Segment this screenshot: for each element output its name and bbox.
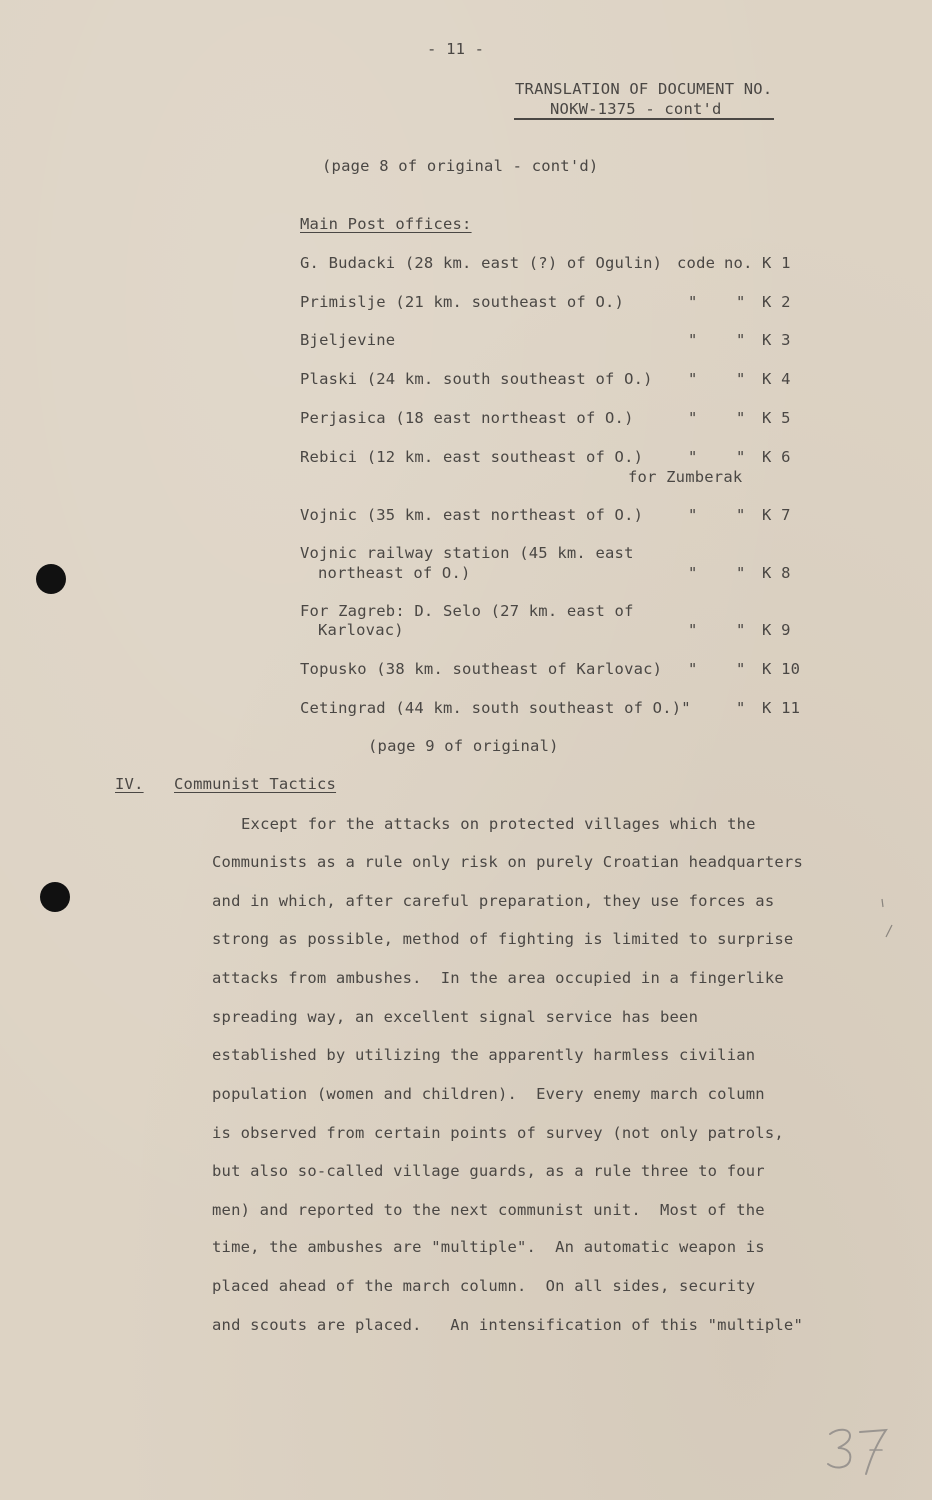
body-line: and in which, after careful preparation, they use forces as: [212, 892, 775, 910]
body-line: placed ahead of the march column. On all sides, security: [212, 1277, 756, 1295]
page-note-mid: (page 9 of original): [368, 737, 559, 755]
post-office-code: K 6: [762, 448, 791, 466]
post-office-ditto: code: [677, 254, 716, 272]
post-office-place: Perjasica (18 east northeast of O.): [300, 409, 634, 427]
post-office-code: K 7: [762, 506, 791, 524]
body-line: men) and reported to the next communist unit. Most of the: [212, 1201, 765, 1219]
header-line-1: TRANSLATION OF DOCUMENT NO.: [515, 80, 773, 98]
post-office-place-cont: northeast of O.): [318, 564, 471, 582]
post-office-ditto: ": [736, 370, 746, 388]
body-line: but also so-called village guards, as a rule three to four: [212, 1162, 765, 1180]
body-line: Except for the attacks on protected villages which the: [241, 815, 756, 833]
body-line: attacks from ambushes. In the area occupied in a fingerlike: [212, 969, 784, 987]
post-office-place: Primislje (21 km. southeast of O.): [300, 293, 625, 311]
body-line: Communists as a rule only risk on purely Croatian headquarters: [212, 853, 803, 871]
post-office-place: Rebici (12 km. east southeast of O.): [300, 448, 644, 466]
margin-mark: [878, 895, 898, 945]
page-number: - 11 -: [427, 40, 485, 58]
post-office-ditto: ": [688, 331, 698, 349]
post-office-ditto: ": [688, 409, 698, 427]
post-office-place: Vojnic (35 km. east northeast of O.): [300, 506, 644, 524]
post-office-ditto: ": [688, 370, 698, 388]
post-office-place: Vojnic railway station (45 km. east: [300, 544, 634, 562]
punch-hole-bottom: [40, 882, 70, 912]
post-office-place: For Zagreb: D. Selo (27 km. east of: [300, 602, 634, 620]
post-office-ditto: ": [688, 621, 698, 639]
post-office-note: for Zumberak: [628, 468, 743, 486]
post-office-ditto: ": [688, 506, 698, 524]
post-office-ditto: ": [736, 660, 746, 678]
post-office-place: Cetingrad (44 km. south southeast of O.)": [300, 699, 691, 717]
post-office-code: K 10: [762, 660, 801, 678]
page-note-top: (page 8 of original - cont'd): [322, 157, 599, 175]
post-office-ditto: ": [736, 409, 746, 427]
body-line: and scouts are placed. An intensification of this "multiple": [212, 1316, 803, 1334]
post-office-code: K 4: [762, 370, 791, 388]
body-line: population (women and children). Every enemy march column: [212, 1085, 765, 1103]
post-office-place: Plaski (24 km. south southeast of O.): [300, 370, 653, 388]
post-office-code: K 11: [762, 699, 801, 717]
section-title: Communist Tactics: [174, 775, 337, 793]
post-office-code: K 3: [762, 331, 791, 349]
body-line: is observed from certain points of survey (not only patrols,: [212, 1124, 784, 1142]
post-offices-heading: Main Post offices:: [300, 215, 472, 233]
punch-hole-top: [36, 564, 66, 594]
section-number: IV.: [115, 775, 144, 793]
post-office-ditto: ": [688, 660, 698, 678]
post-office-code: K 5: [762, 409, 791, 427]
post-office-ditto: ": [736, 331, 746, 349]
post-office-ditto: ": [736, 621, 746, 639]
post-office-place: Bjeljevine: [300, 331, 396, 349]
handwritten-page-mark: [820, 1420, 900, 1480]
post-office-code: K 9: [762, 621, 791, 639]
post-office-ditto: ": [736, 506, 746, 524]
header-line-2: NOKW-1375 - cont'd: [550, 100, 722, 118]
post-office-ditto: ": [688, 564, 698, 582]
post-office-ditto: ": [736, 448, 746, 466]
post-office-ditto: ": [736, 564, 746, 582]
body-line: established by utilizing the apparently harmless civilian: [212, 1046, 756, 1064]
post-office-ditto: ": [736, 699, 746, 717]
body-line: spreading way, an excellent signal service has been: [212, 1008, 699, 1026]
post-office-place-cont: Karlovac): [318, 621, 404, 639]
post-office-code: K 1: [762, 254, 791, 272]
body-line: strong as possible, method of fighting is limited to surprise: [212, 930, 794, 948]
post-office-place: Topusko (38 km. southeast of Karlovac): [300, 660, 663, 678]
post-office-ditto: ": [688, 448, 698, 466]
post-office-ditto: ": [688, 293, 698, 311]
header-rule: [514, 118, 774, 120]
post-office-ditto: ": [736, 293, 746, 311]
post-office-ditto: no.: [724, 254, 753, 272]
post-office-code: K 8: [762, 564, 791, 582]
post-office-code: K 2: [762, 293, 791, 311]
post-office-place: G. Budacki (28 km. east (?) of Ogulin): [300, 254, 663, 272]
body-line: time, the ambushes are "multiple". An automatic weapon is: [212, 1238, 765, 1256]
